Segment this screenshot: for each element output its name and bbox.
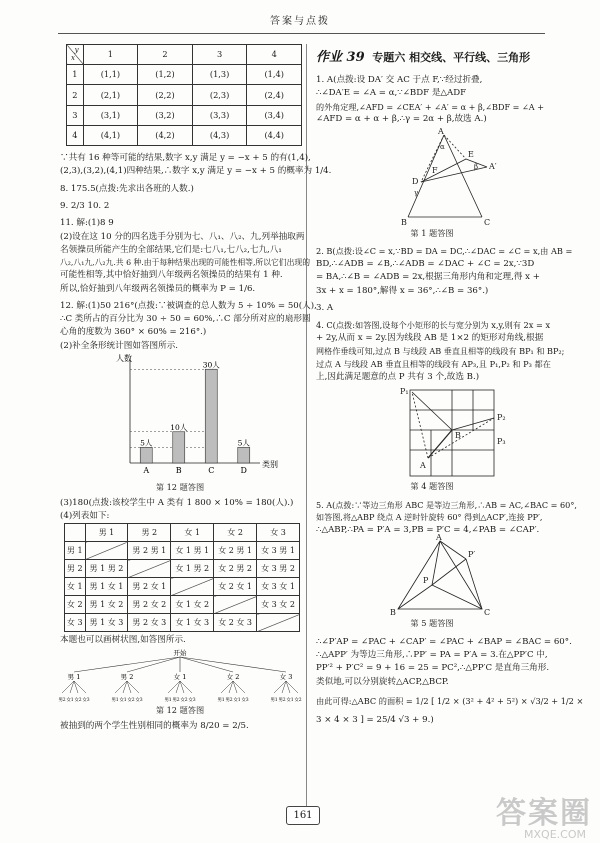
bar	[140, 447, 152, 463]
q7-line: ∵共有 16 种等可能的结果,数字 x,y 满足 y = −x + 5 的有(1,4),	[60, 152, 311, 163]
fig5-diagram	[316, 532, 548, 617]
table-cell	[171, 578, 214, 596]
fig5-label: B	[390, 607, 396, 617]
table-cell: (4,1)	[83, 125, 138, 145]
x-tick-label: B	[175, 466, 182, 476]
row-header: 女 2	[65, 596, 86, 614]
column-header: 2	[138, 45, 193, 65]
bar	[238, 447, 250, 463]
tree-leaf: 女1	[286, 697, 294, 703]
tree-leaf: 女1	[119, 697, 127, 703]
q12-final: 被抽到的两个学生性别相同的概率为 8/20 = 2/5.	[60, 721, 249, 732]
tree-node: 男 2	[120, 672, 134, 681]
table-cell: (2,4)	[247, 85, 302, 105]
tree-node: 男 1	[67, 672, 81, 681]
row-header: 女 3	[65, 614, 86, 632]
table-corner	[67, 45, 84, 65]
q9-answer: 9. 2/3 10. 2	[60, 200, 110, 211]
table-cell	[214, 596, 257, 614]
tree-branch	[127, 657, 180, 672]
watermark-logo: 答案圈	[496, 795, 592, 831]
tree-leaf: 男1	[164, 697, 172, 703]
section-number: 作业 39	[316, 50, 365, 65]
tree-leaf: 女2	[294, 697, 302, 703]
fig1-label: β	[474, 162, 479, 171]
q11-line: 八₂,八₁九,八₂九.共 6 种.由于每种结果出现的可能性相等,所以它们出现的	[60, 258, 310, 268]
q3-answer: 3. A	[316, 302, 334, 313]
column-header: 女 1	[171, 524, 214, 542]
fig1-label: E	[468, 149, 474, 159]
row-header: 3	[67, 105, 84, 125]
tree-leaf: 男2	[172, 697, 180, 703]
fig1-label: γ	[414, 188, 419, 197]
table-cell: 男 2 男 1	[128, 542, 171, 560]
tree-branch	[180, 657, 233, 672]
q5-line: 3 × 4 × 3 ] = 25/4 √3 + 9.)	[316, 714, 434, 725]
fig1-label: A	[438, 126, 444, 136]
table-cell: 男 1 女 3	[85, 614, 128, 632]
tree-leaf: 男1	[111, 697, 119, 703]
q4-line: 过点 A 与线段 AB 垂直且相等的线段有 AP₃,且 P₁,P₂ 和 P₃ 都在	[316, 358, 551, 369]
q12-line: 12. 解:(1)50 216°(点拨:∵被调查的总人数为 5 ÷ 10% = 50(人),	[60, 300, 317, 311]
row-header: 2	[67, 85, 84, 105]
fig5-label: C	[484, 607, 491, 617]
table-cell: (1,3)	[192, 65, 247, 85]
table-cell: (4,3)	[192, 125, 247, 145]
q11-line: 名领操员所能产生的全部结果,它们是:七八₁,七八₂,七九,八₁	[60, 244, 282, 255]
table-cell: 男 1 男 2	[85, 560, 128, 578]
tree-leaf: 女2	[74, 697, 82, 703]
q12-line: (4)列表如下:	[60, 511, 110, 522]
row-header: 女 1	[65, 578, 86, 596]
tree-branch	[180, 657, 286, 672]
q1-line: ∴∠DA′E = ∠A = α,∵∠BDF 是△ADF	[316, 88, 467, 99]
q7-line: (2,3),(3,2),(4,1)四种结果,∴数字 x,y 满足 y = −x + 5 的概率为 1/4.	[60, 166, 332, 177]
table-cell: (3,2)	[138, 105, 193, 125]
chart-caption: 第 12 题答图	[155, 482, 205, 493]
table-cell: 女 1 男 1	[171, 542, 214, 560]
tree-leaf: 男1	[217, 697, 225, 703]
column-header: 男 2	[128, 524, 171, 542]
q11-line: 所以,恰好抽到八年级两名领操员的概率为 P = 1/6.	[60, 283, 256, 294]
tree-leaf: 女2	[127, 697, 135, 703]
tree-leaf: 女3	[135, 697, 143, 703]
q4-line: 上,因此满足题意的点 P 共有 3 个,故选 B.)	[316, 371, 480, 382]
bar-chart	[60, 353, 300, 481]
table-cell: 女 1 女 3	[171, 614, 214, 632]
q5-line: ∴△APP′ 为等边三角形,∴PP′ = PA = P′A = 3.在△PP′C 中,	[316, 649, 548, 660]
table-cell: (3,4)	[247, 105, 302, 125]
table-cell: (1,4)	[247, 65, 302, 85]
tree-caption: 第 12 题答图	[155, 704, 205, 715]
page-number: 161	[286, 806, 320, 825]
q4-line: + 2y,从而 x = 2y.因为线段 AB 是 1×2 的矩形对角线,根据	[316, 332, 544, 343]
column-header: 女 2	[214, 524, 257, 542]
section-title	[316, 48, 548, 68]
header-rule	[58, 33, 545, 34]
table-cell	[128, 560, 171, 578]
table-cell: 女 2 男 1	[214, 542, 257, 560]
table-cell: (3,3)	[192, 105, 247, 125]
bar-data-label: 5人	[140, 438, 153, 448]
table-row	[67, 65, 302, 85]
table-cell: (2,3)	[192, 85, 247, 105]
q1-line: 1. A(点拨:设 DA′ 交 AC 于点 F,∵经过折叠,	[316, 75, 483, 86]
q11-line: 可能性相等,其中恰好抽到八年级两名领操员的结果有 1 种.	[60, 270, 283, 281]
bar	[173, 432, 185, 463]
q12-line: (3)180(点拨:该校学生中 A 类有 1 800 × 10% = 180(人).)	[60, 497, 294, 508]
table-row	[65, 560, 300, 578]
row-header: 4	[67, 125, 84, 145]
fig4-diagram	[316, 384, 548, 480]
fig1-label: A′	[489, 161, 497, 171]
fig1-label: B	[401, 217, 407, 227]
table-row	[67, 125, 302, 145]
tree-leaf: 女3	[241, 697, 249, 703]
table-row	[65, 578, 300, 596]
fig1-diagram	[316, 127, 548, 227]
table-cell: 女 1 男 2	[171, 560, 214, 578]
table-cell: 女 2 女 3	[214, 614, 257, 632]
table-cell: 女 2 男 2	[214, 560, 257, 578]
table-row	[65, 614, 300, 632]
fig4-label: P₃	[497, 436, 506, 446]
q4-line: 4. C(点拨:如答图,设每个小矩形的长与宽分别为 x,y,则有 2x = x	[316, 320, 551, 331]
tree-node: 女 2	[226, 672, 240, 681]
q5-line: 类似地,可以分别旋转△ACP,△BCP.	[316, 676, 449, 687]
table-cell: 女 3 女 1	[257, 578, 300, 596]
table-row	[67, 105, 302, 125]
column-header: 1	[83, 45, 138, 65]
q11-line: (2)设在这 10 分的四名选手分别为七、八₁、八₂、九,列举抽取两	[60, 231, 305, 242]
column-header: 4	[247, 45, 302, 65]
tree-leaf: 女1	[233, 697, 241, 703]
fig4-label: P₂	[497, 412, 506, 422]
q5-line: ∴∠P′AP = ∠PAC + ∠CAP′ = ∠PAC + ∠BAP = ∠BAC = 60°.	[316, 636, 572, 647]
fig4-caption: 第 4 题答图	[410, 480, 454, 491]
outcome-grid-table	[66, 44, 302, 146]
table-cell: 女 3 女 2	[257, 596, 300, 614]
table-cell	[85, 542, 128, 560]
tree-leaf: 男2	[278, 697, 286, 703]
q2-line: BD,∴∠ADB = ∠B,∴∠ADB = ∠DAC + ∠C = 2x,∵3D	[316, 259, 535, 270]
tree-leaf: 女2	[180, 697, 188, 703]
table-cell: (2,1)	[83, 85, 138, 105]
row-header: 男 2	[65, 560, 86, 578]
fig5-label: A	[436, 532, 442, 542]
column-header: 女 3	[257, 524, 300, 542]
fig4-label: P₁	[400, 386, 409, 396]
table-row	[65, 596, 300, 614]
watermark-url: MXQE.COM	[524, 827, 586, 841]
q11-line: 11. 解:(1)8 9	[60, 218, 114, 229]
bar-data-label: 5人	[237, 438, 250, 448]
q8-answer: 8. 175.5(点拨:先求出各班的人数.)	[60, 183, 194, 194]
bar	[205, 369, 217, 463]
q12-line: ∴C 类所占的百分比为 30 ÷ 50 = 60%,∴C 部分所对应的扇形圆	[60, 314, 311, 325]
table-cell: 女 3 男 1	[257, 542, 300, 560]
x-tick-label: A	[143, 466, 150, 476]
column-header: 男 1	[85, 524, 128, 542]
tree-leaf: 女1	[66, 697, 74, 703]
fig4-label: A	[420, 460, 426, 470]
fig1-caption: 第 1 题答图	[410, 227, 454, 238]
q5-line: PP′² + P′C² = 9 + 16 = 25 = PC²,∴△PP′C 是直角三角形.	[316, 663, 550, 674]
fig1-label: F	[432, 165, 438, 175]
page-header: 答案与点拨	[270, 16, 330, 27]
table-cell: 女 1 女 2	[171, 596, 214, 614]
table-cell: (1,2)	[138, 65, 193, 85]
column-header: 3	[192, 45, 247, 65]
table-cell: 男 2 女 3	[128, 614, 171, 632]
table-cell	[257, 614, 300, 632]
x-tick-label: D	[240, 466, 247, 476]
table-cell: 女 2 女 1	[214, 578, 257, 596]
row-header: 男 1	[65, 542, 86, 560]
pair-table	[64, 523, 300, 632]
tree-diagram	[60, 648, 300, 704]
table-cell: 女 3 男 2	[257, 560, 300, 578]
q5-line: 5. A(点拨:∵等边三角形 ABC 是等边三角形,∴AB = AC,∠BAC = 60°,	[316, 499, 577, 510]
bar-data-label: 30人	[202, 360, 220, 370]
fig5-label: P′	[468, 549, 476, 559]
q12-line: 本题也可以画树状图,如答图所示.	[60, 635, 186, 646]
fig1-label: α	[440, 142, 445, 151]
fig5-caption: 第 5 题答图	[410, 617, 454, 628]
table-cell: 男 2 女 1	[128, 578, 171, 596]
corner-y: y	[74, 46, 79, 54]
tree-leaf: 男2	[225, 697, 233, 703]
q5-line: ∴△ABP,∴PA = P′A = 3,PB = P′C = 4,∠PAB = ∠CAP′.	[316, 524, 540, 535]
corner-x: x	[71, 54, 75, 63]
table-cell: (4,2)	[138, 125, 193, 145]
q4-line: 网格作垂线可知,过点 B 与线段 AB 垂直且相等的线段有 BP₁ 和 BP₂;	[316, 346, 565, 357]
table-row	[67, 85, 302, 105]
fig5-label: P	[423, 575, 429, 585]
table-row	[65, 542, 300, 560]
bar-data-label: 10人	[170, 422, 188, 432]
tree-leaf: 男1	[270, 697, 278, 703]
tree-root: 开始	[173, 648, 187, 657]
table-cell: (2,2)	[138, 85, 193, 105]
tree-branch	[74, 657, 180, 672]
table-cell: 男 1 女 2	[85, 596, 128, 614]
tree-node: 女 1	[173, 672, 187, 681]
tree-leaf: 女3	[82, 697, 90, 703]
x-tick-label: C	[208, 466, 215, 476]
q5-line: 如答图,将△ABP 绕点 A 逆时针旋转 60° 得到△ACP′,连接 PP′,	[316, 512, 543, 523]
fig1-label: D	[412, 176, 419, 186]
row-header: 1	[67, 65, 84, 85]
fig4-label: B	[455, 430, 461, 440]
q12-line: 心角的度数为 360° × 60% = 216°.)	[60, 327, 207, 338]
q2-line: 2. B(点拨:设∠C = x,∵BD = DA = DC,∴∠DAC = ∠C = x,由 AB =	[316, 246, 573, 257]
q1-line: 的外角定理,∠AFD = ∠CEA′ + ∠A′ = α + β,∠BDF = ∠A +	[316, 101, 544, 112]
q12-line: (2)补全条形统计图如答图所示.	[60, 340, 179, 351]
right-column	[316, 44, 584, 727]
fig1-label: C	[484, 217, 491, 227]
table-cell: (1,1)	[83, 65, 138, 85]
tree-leaf: 男2	[58, 697, 66, 703]
table-cell: 男 2 女 2	[128, 596, 171, 614]
tree-node: 女 3	[279, 672, 293, 681]
tree-leaf: 女3	[188, 697, 196, 703]
table-corner	[65, 524, 86, 542]
table-cell: (4,4)	[247, 125, 302, 145]
q1-line: ∠AFD = α + α + β,∴γ = 2α + β,故选 A.)	[316, 114, 487, 125]
q2-line: 3x + x = 180°,解得 x = 36°,∴∠B = 36°.)	[316, 285, 489, 296]
section-topic: 专题六 相交线、平行线、三角形	[372, 51, 531, 64]
table-cell: 男 1 女 1	[85, 578, 128, 596]
y-axis-label: 人数	[116, 354, 132, 364]
q5-line: 由此可得:△ABC 的面积 = 1/2 [ 1/2 × (3² + 4² + 5²) × √3/2 + 1/2 ×	[316, 695, 584, 706]
x-axis-label: 类别	[262, 460, 278, 470]
table-cell: (3,1)	[83, 105, 138, 125]
q2-line: = BA,∴∠B = ∠ADB = 2x,根据三角形内角和定理,得 x +	[316, 272, 540, 283]
